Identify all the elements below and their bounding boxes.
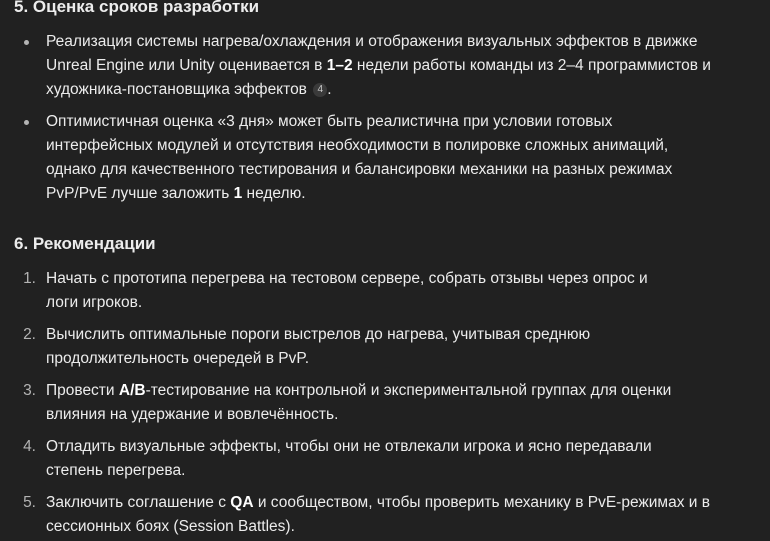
bullet-item	[0, 30, 770, 102]
text-line	[46, 347, 756, 371]
bold-text: 1–2	[326, 57, 353, 74]
text-line	[46, 78, 756, 102]
text-line	[46, 459, 756, 483]
text-line	[46, 134, 756, 158]
text-line	[46, 30, 756, 54]
text-segment: продолжительность очередей в PvP.	[46, 350, 310, 367]
text-line	[46, 110, 756, 134]
list-number: 4.	[23, 438, 36, 455]
text-segment: Провести	[46, 382, 119, 399]
list-number: 3.	[23, 382, 36, 399]
text-segment: интерфейсных модулей и отсутствия необходимости в полировке сложных анимаций,	[46, 137, 669, 154]
text-line	[46, 54, 756, 78]
bold-text: 1	[233, 185, 243, 202]
bullet-dot-icon	[24, 120, 29, 125]
text-segment: художника-постановщика эффектов	[46, 81, 312, 98]
text-line	[46, 182, 756, 206]
recommendations-numbered-list	[0, 267, 770, 541]
text-segment: Начать с прототипа перегрева на тестовом сервере, собрать отзывы через опрос и	[46, 270, 648, 287]
text-segment: .	[327, 81, 332, 98]
text-segment: Оптимистичная оценка «3 дня» может быть реалистична при условии готовых	[46, 113, 613, 130]
list-number: 1.	[23, 270, 36, 287]
bullet-item	[0, 110, 770, 206]
text-segment: степень перегрева.	[46, 462, 186, 479]
numbered-item	[0, 323, 770, 371]
text-line	[46, 267, 756, 291]
text-line	[46, 158, 756, 182]
text-segment: логи игроков.	[46, 294, 143, 311]
citation-badge[interactable]: 4	[313, 83, 327, 97]
text-segment: и сообществом, чтобы проверить механику в PvE-режимах и в	[253, 494, 710, 511]
numbered-item	[0, 267, 770, 315]
section-heading-recommendations: 6. Рекомендации	[14, 234, 156, 253]
text-segment: Вычислить оптимальные пороги выстрелов до нагрева, учитывая среднюю	[46, 326, 591, 343]
text-segment: PvP/PvE лучше заложить	[46, 185, 234, 202]
text-line	[46, 323, 756, 347]
text-segment: Отладить визуальные эффекты, чтобы они не отвлекали игрока и ясно передавали	[46, 438, 652, 455]
text-segment: -тестирование на контрольной и экспериментальной группах для оценки	[145, 382, 672, 399]
text-segment: однако для качественного тестирования и балансировки механики на разных режимах	[46, 161, 673, 178]
text-line	[46, 403, 756, 427]
text-segment: сессионных боях (Session Battles).	[46, 518, 295, 535]
text-segment: Заключить соглашение с	[46, 494, 231, 511]
bold-text: QA	[230, 494, 254, 511]
text-segment: Реализация системы нагрева/охлаждения и отображения визуальных эффектов в движке	[46, 33, 698, 50]
numbered-item	[0, 379, 770, 427]
numbered-item	[0, 491, 770, 539]
text-segment: неделю.	[242, 185, 306, 202]
text-segment: Unreal Engine или Unity оценивается в	[46, 57, 327, 74]
bold-text: A/B	[118, 382, 146, 399]
text-line	[46, 291, 756, 315]
text-line	[46, 515, 756, 539]
text-line	[46, 379, 756, 403]
text-line	[46, 491, 756, 515]
text-segment: недели работы команды из 2–4 программистов и	[352, 57, 711, 74]
list-number: 2.	[23, 326, 36, 343]
section-heading-estimate: 5. Оценка сроков разработки	[14, 0, 260, 16]
text-segment: влияния на удержание и вовлечённость.	[46, 406, 339, 423]
text-line	[46, 435, 756, 459]
list-number: 5.	[23, 494, 36, 511]
estimate-bullet-list	[0, 30, 770, 214]
numbered-item	[0, 435, 770, 483]
bullet-dot-icon	[24, 40, 29, 45]
